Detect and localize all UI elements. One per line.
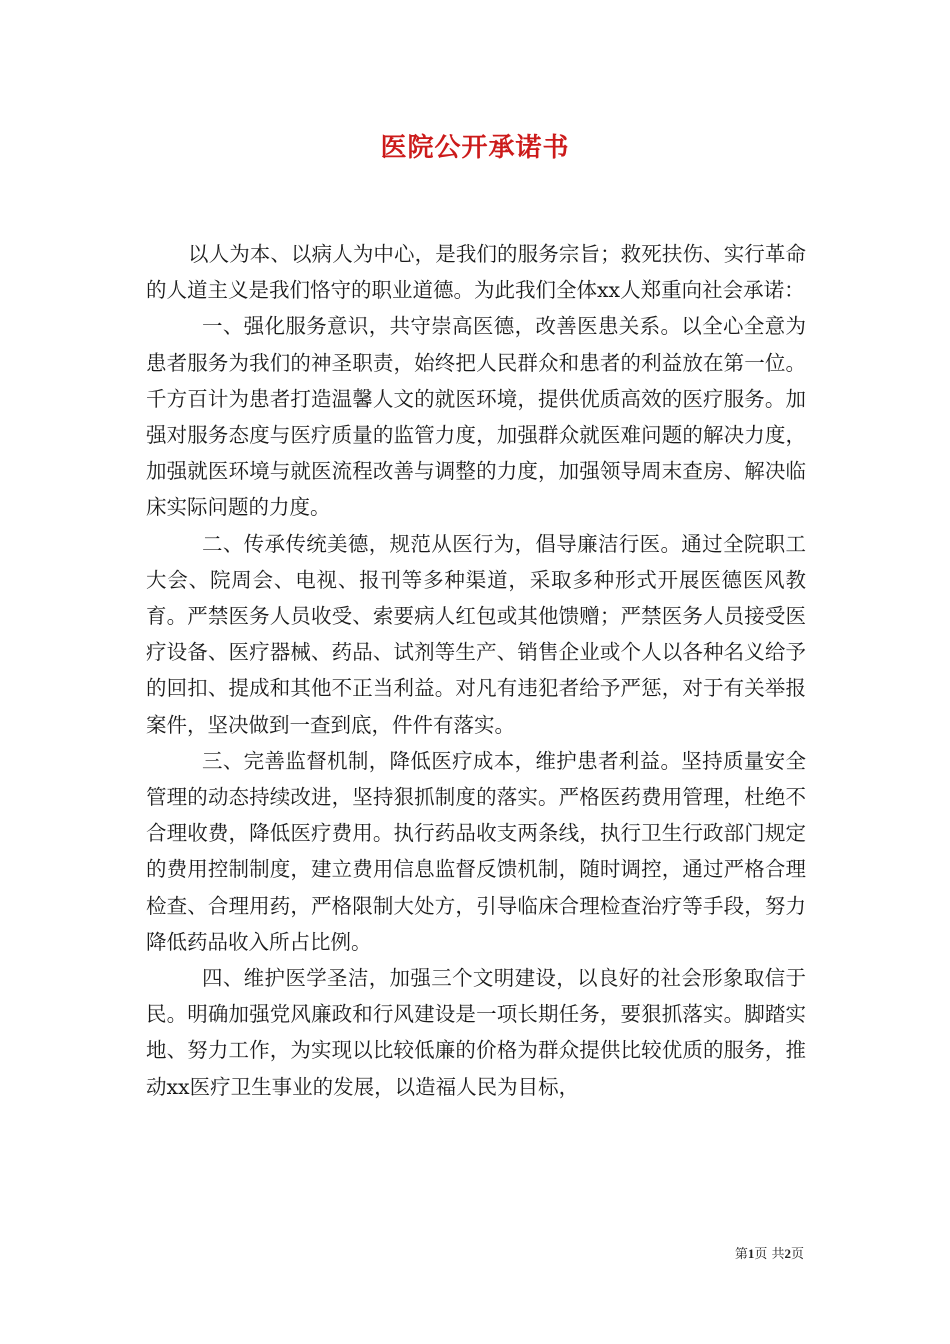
commitment-paragraph-3: 三、完善监督机制，降低医疗成本，维护患者利益。坚持质量安全管理的动态持续改进，坚持狠抓制度的落实。严格医药费用管理，杜绝不合理收费，降低医疗费用。执行药品收支两条线，执行卫生行政部门规定的费用控制制度，建立费用信息监督反馈机制，随时调控，通过严格合理检查、合理用药，严格限制大处方，引导临床合理检查治疗等手段，努力降低药品收入所占比例。 [146, 748, 806, 954]
footer-middle: 页 共 [754, 1247, 785, 1262]
document-title: 医院公开承诺书 [380, 133, 570, 163]
footer-prefix: 第 [734, 1247, 748, 1262]
total-page-number: 2 [784, 1246, 791, 1261]
document-body [146, 236, 806, 1105]
commitment-paragraph-1: 一、强化服务意识，共守崇高医德，改善医患关系。以全心全意为患者服务为我们的神圣职责，始终把人民群众和患者的利益放在第一位。千方百计为患者打造温馨人文的就医环境，提供优质高效的医疗服务。加强对服务态度与医疗质量的监管力度，加强群众就医难问题的解决力度，加强就医环境与就医流程改善与调整的力度，加强领导周末查房、解决临床实际问题的力度。 [146, 314, 806, 520]
intro-paragraph: 以人为本、以病人为中心，是我们的服务宗旨；救死扶伤、实行革命的人道主义是我们恪守的职业道德。为此我们全体xx人郑重向社会承诺： [146, 242, 806, 303]
current-page-number: 1 [747, 1246, 755, 1261]
footer-suffix: 页 [790, 1247, 804, 1262]
commitment-paragraph-2: 二、传承传统美德，规范从医行为，倡导廉洁行医。通过全院职工大会、院周会、电视、报刊等多种渠道，采取多种形式开展医德医风教育。严禁医务人员收受、索要病人红包或其他馈赠；严禁医务人员接受医疗设备、医疗器械、药品、试剂等生产、销售企业或个人以各种名义给予的回扣、提成和其他不正当利益。对凡有违犯者给予严惩，对于有关举报案件，坚决做到一查到底，件件有落实。 [146, 531, 806, 737]
commitment-paragraph-4: 四、维护医学圣洁，加强三个文明建设，以良好的社会形象取信于民。明确加强党风廉政和行风建设是一项长期任务，要狠抓落实。脚踏实地、努力工作，为实现以比较低廉的价格为群众提供比较优质的服务，推动xx医疗卫生事业的发展，以造福人民为目标， [146, 966, 806, 1099]
page-number-footer [735, 1245, 804, 1264]
